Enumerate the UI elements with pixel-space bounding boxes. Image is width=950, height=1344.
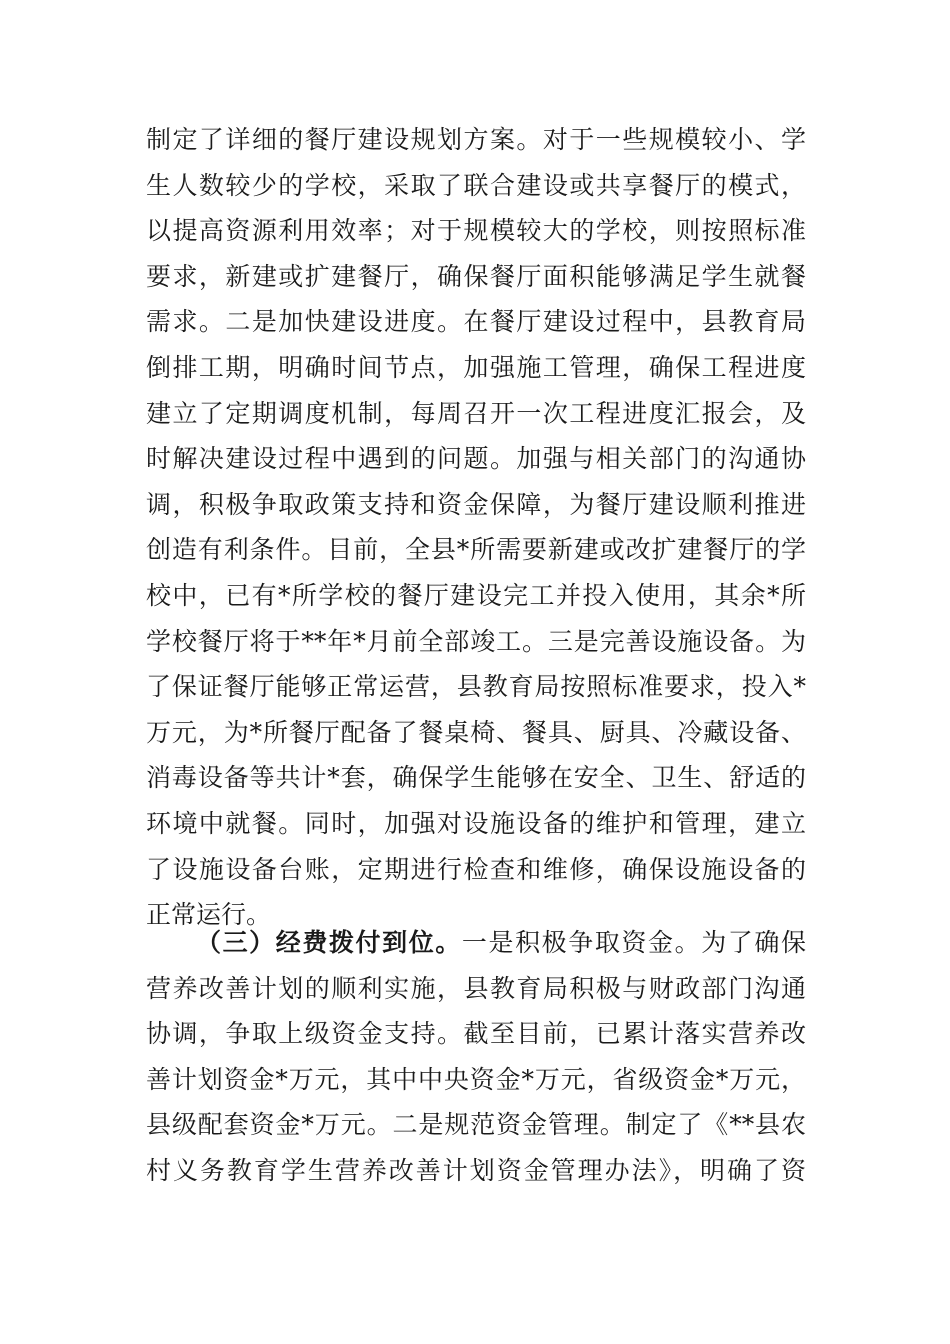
text-line: 环境中就餐。同时，加强对设施设备的维护和管理，建立 [146, 808, 806, 838]
text-line: 学校餐厅将于**年*月前全部竣工。三是完善设施设备。为 [146, 626, 806, 656]
text-line: 要求，新建或扩建餐厅，确保餐厅面积能够满足学生就餐 [146, 261, 806, 291]
paragraph-canteen-construction [146, 117, 806, 938]
text-line: 村义务教育学生营养改善计划资金管理办法》，明确了资 [146, 1155, 806, 1185]
text-line: 万元，为*所餐厅配备了餐桌椅、餐具、厨具、冷藏设备、 [146, 717, 806, 747]
text-line: 协调，争取上级资金支持。截至目前，已累计落实营养改 [146, 1019, 806, 1049]
text-line: 校中，已有*所学校的餐厅建设完工并投入使用，其余*所 [146, 580, 806, 610]
text-line: 县级配套资金*万元。二是规范资金管理。制定了《**县农 [146, 1110, 806, 1140]
text-line: 了设施设备台账，定期进行检查和维修，确保设施设备的 [146, 854, 806, 884]
text-line-first [146, 920, 806, 966]
text-line: 调，积极争取政策支持和资金保障，为餐厅建设顺利推进 [146, 489, 806, 519]
text-line: 正常运行。 [146, 900, 272, 930]
text-line: 时解决建设过程中遇到的问题。加强与相关部门的沟通协 [146, 444, 806, 474]
text-line: 善计划资金*万元，其中中央资金*万元，省级资金*万元， [146, 1064, 806, 1094]
text-line: 制定了详细的餐厅建设规划方案。对于一些规模较小、学 [146, 125, 806, 154]
text-line: 需求。二是加快建设进度。在餐厅建设过程中，县教育局 [146, 307, 806, 337]
paragraph-funding [146, 920, 806, 1194]
section-heading: （三）经费拨付到位。 [196, 928, 462, 957]
text-line: 倒排工期，明确时间节点，加强施工管理，确保工程进度 [146, 352, 806, 382]
text-line: 生人数较少的学校，采取了联合建设或共享餐厅的模式， [146, 170, 806, 200]
text-line: 营养改善计划的顺利实施，县教育局积极与财政部门沟通 [146, 973, 806, 1003]
text-fragment: 一是积极争取资金。为了确保 [461, 928, 806, 957]
text-line: 建立了定期调度机制，每周召开一次工程进度汇报会，及 [146, 398, 806, 428]
text-line: 了保证餐厅能够正常运营，县教育局按照标准要求，投入* [146, 672, 806, 702]
text-line: 以提高资源利用效率；对于规模较大的学校，则按照标准 [146, 216, 806, 246]
text-line: 创造有利条件。目前，全县*所需要新建或改扩建餐厅的学 [146, 535, 806, 565]
text-line: 消毒设备等共计*套，确保学生能够在安全、卫生、舒适的 [146, 763, 806, 793]
